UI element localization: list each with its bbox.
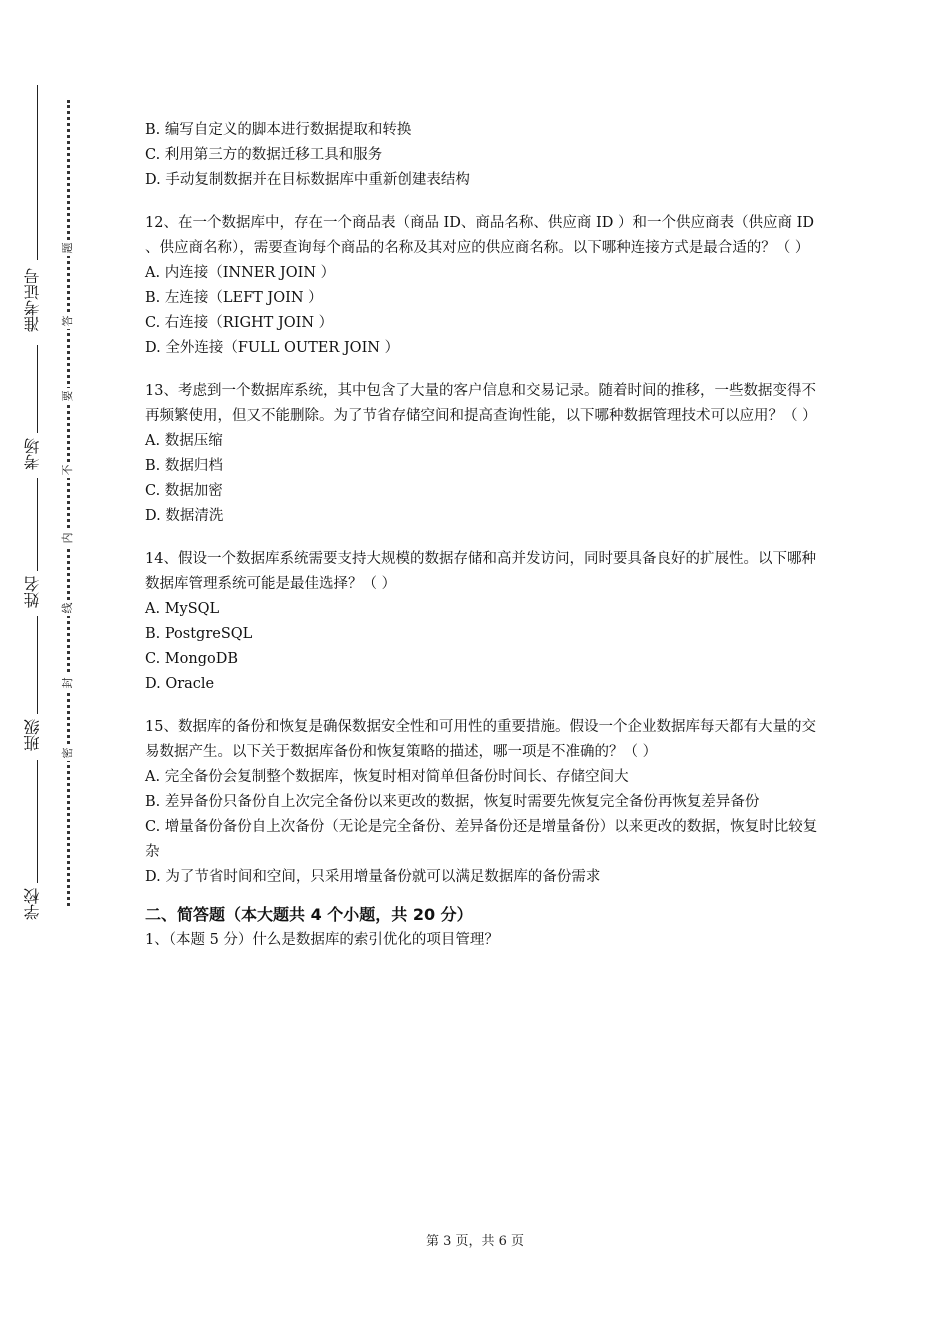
question-13 (145, 379, 820, 529)
exam-room-label: 考场 (24, 433, 46, 475)
binding-margin (0, 0, 110, 1344)
option-c: C. 右连接（RIGHT JOIN ） (145, 315, 334, 331)
option-a: A. 内连接（INNER JOIN ） (145, 265, 336, 281)
name-field (24, 478, 46, 613)
exam-number-field (24, 85, 46, 340)
question-stem: 12、在一个数据库中，存在一个商品表（商品 ID、商品名称、供应商 ID ）和一个供应商表（供应商 ID 、供应商名称），需要查询每个商品的名称及其对应的供应商名称。以下哪种连接方式是最合适的？（ ） (145, 215, 814, 256)
short-answer-question-1: 1、（本题 5 分）什么是数据库的索引优化的项目管理？ (145, 932, 499, 948)
option-b: B. 差异备份只备份自上次完全备份以来更改的数据，恢复时需要先恢复完全备份再恢复差异备份 (145, 794, 760, 810)
option-b: B. 数据归档 (145, 458, 223, 474)
option-d: D. 全外连接（FULL OUTER JOIN ） (145, 340, 400, 356)
class-field (24, 616, 46, 756)
page-footer: 第 3 页，共 6 页 (425, 1234, 525, 1249)
seal-char-nei: 内 (60, 530, 76, 546)
option-c: C. 数据加密 (145, 483, 223, 499)
school-field (24, 760, 46, 925)
question-stem: 14、假设一个数据库系统需要支持大规模的数据存储和高并发访问，同时要具备良好的扩展性。以下哪种数据库管理系统可能是最佳选择？（ ） (145, 551, 816, 592)
option-a: A. 数据压缩 (145, 433, 223, 449)
name-label: 姓名 (24, 571, 46, 613)
seal-char-feng: 封 (60, 675, 76, 691)
question-stem: 13、考虑到一个数据库系统，其中包含了大量的客户信息和交易记录。随着时间的推移，一些数据变得不再频繁使用，但又不能删除。为了节省存储空间和提高查询性能，以下哪种数据管理技术可以应用？（ ） (145, 383, 817, 424)
seal-dotted-line (67, 100, 70, 906)
question-12 (145, 211, 820, 361)
exam-number-label: 准考证号 (24, 260, 46, 340)
seal-char-xian: 线 (60, 600, 76, 616)
option-c: C. MongoDB (145, 651, 239, 667)
question-stem: 15、数据库的备份和恢复是确保数据安全性和可用性的重要措施。假设一个企业数据库每天都有大量的交易数据产生。以下关于数据库备份和恢复策略的描述，哪一项是不准确的？（ ） (145, 719, 816, 760)
seal-char-mi: 密 (60, 745, 76, 761)
prev-question-options (145, 118, 820, 193)
option-d: D. 数据清洗 (145, 508, 224, 524)
seal-char-ti: 题 (60, 240, 76, 256)
seal-char-bu: 不 (60, 462, 76, 478)
class-label: 班级 (24, 714, 46, 756)
option-c: C. 增量备份备份自上次备份（无论是完全备份、差异备份还是增量备份）以来更改的数据，恢复时比较复杂 (145, 819, 818, 860)
seal-char-yao: 要 (60, 388, 76, 404)
option-d: D. 手动复制数据并在目标数据库中重新创建表结构 (145, 172, 470, 188)
question-15 (145, 715, 820, 890)
option-d: D. Oracle (145, 676, 215, 692)
option-b: B. 左连接（LEFT JOIN ） (145, 290, 323, 306)
option-d: D. 为了节省时间和空间，只采用增量备份就可以满足数据库的备份需求 (145, 869, 601, 885)
option-b: B. PostgreSQL (145, 626, 253, 642)
exam-content (145, 118, 820, 953)
exam-room-field (24, 345, 46, 475)
option-b: B. 编写自定义的脚本进行数据提取和转换 (145, 122, 412, 138)
option-c: C. 利用第三方的数据迁移工具和服务 (145, 147, 383, 163)
school-label: 学校 (24, 883, 46, 925)
section-title-short-answer: 二、简答题（本大题共 4 个小题，共 20 分） (145, 905, 473, 924)
question-14 (145, 547, 820, 697)
seal-char-da: 答 (60, 313, 76, 329)
option-a: A. 完全备份会复制整个数据库，恢复时相对简单但备份时间长、存储空间大 (145, 769, 629, 785)
option-a: A. MySQL (145, 601, 220, 617)
